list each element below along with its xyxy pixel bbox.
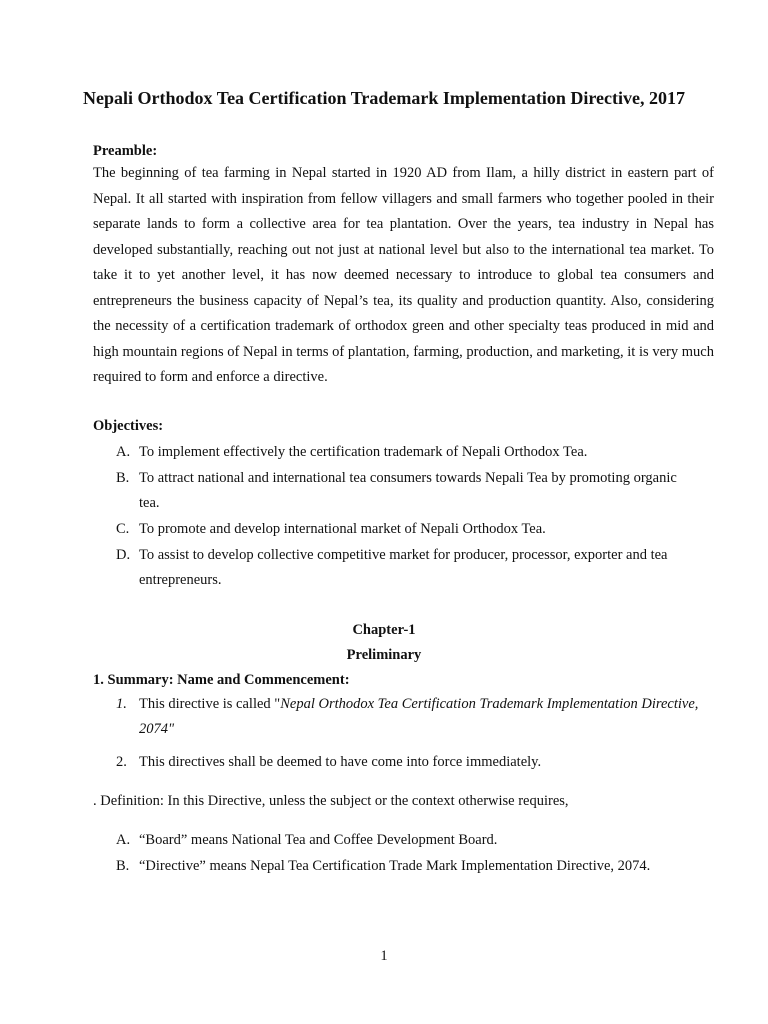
- section1-item-marker: 1.: [116, 696, 127, 712]
- definition-marker: B.: [116, 858, 130, 874]
- section1-heading: 1. Summary: Name and Commencement:: [93, 672, 350, 688]
- definition-intro: . Definition: In this Directive, unless the subject or the context otherwise requires,: [93, 793, 569, 809]
- objective-item: [93, 517, 718, 542]
- section1-item-italic: Nepal Orthodox Tea Certification Trademark Implementation Directive, 2074": [139, 696, 699, 737]
- page-number: 1: [380, 948, 388, 964]
- section1-item-2: [93, 750, 718, 775]
- preamble-heading: Preamble:: [93, 143, 158, 159]
- definition-marker: A.: [116, 832, 131, 848]
- section1-list: [93, 692, 718, 776]
- chapter-name: Preliminary: [346, 647, 422, 663]
- objective-text: To attract national and international tea consumers towards Nepali Tea by promoting organic tea.: [139, 470, 677, 511]
- objective-text: To assist to develop collective competitive market for producer, processor, exporter and tea entrepreneurs.: [139, 547, 668, 588]
- definition-list: [93, 828, 718, 880]
- objective-marker: D.: [116, 547, 131, 563]
- section1-item-marker: 2.: [116, 754, 127, 770]
- definition-item: [93, 828, 718, 853]
- objectives-list: [93, 440, 718, 594]
- definition-text: “Board” means National Tea and Coffee Development Board.: [139, 832, 498, 848]
- section1-item-text: [139, 692, 699, 742]
- section1-item-text: This directives shall be deemed to have come into force immediately.: [139, 754, 542, 770]
- objective-marker: A.: [116, 444, 131, 460]
- objective-text: To implement effectively the certification trademark of Nepali Orthodox Tea.: [139, 444, 588, 460]
- objective-text: To promote and develop international market of Nepali Orthodox Tea.: [139, 521, 546, 537]
- objective-marker: C.: [116, 521, 130, 537]
- section1-item-1: [93, 692, 718, 742]
- definition-item: [93, 854, 718, 879]
- objectives-heading: Objectives:: [93, 418, 164, 434]
- section1-item-prefix: This directive is called ": [139, 696, 281, 712]
- definition-text: “Directive” means Nepal Tea Certification Trade Mark Implementation Directive, 2074.: [139, 858, 651, 874]
- document-title: Nepali Orthodox Tea Certification Trademark Implementation Directive, 2017: [83, 88, 685, 108]
- objective-item: [93, 440, 718, 465]
- objective-item: [93, 543, 718, 593]
- objective-marker: B.: [116, 470, 130, 486]
- chapter-number: Chapter-1: [352, 622, 416, 638]
- preamble-text: The beginning of tea farming in Nepal started in 1920 AD from Ilam, a hilly district in eastern part of Nepal. It all started with inspiration from fellow villagers and small farmers who together pooled in their separate lands to form a collective area for tea plantation. Over the years, tea industry in Nepal has developed substantially, reaching out not just at national level but also to the international tea market. To take it to yet another level, it has now deemed necessary to introduce to global tea consumers and entrepreneurs the business capacity of Nepal’s tea, its quality and production quantity. Also, considering the necessity of a certification trademark of orthodox green and other specialty teas produced in mid and high mountain regions of Nepal in terms of plantation, farming, production, and marketing, it is very much required to form and enforce a directive.: [93, 165, 714, 385]
- objective-item: [93, 466, 718, 516]
